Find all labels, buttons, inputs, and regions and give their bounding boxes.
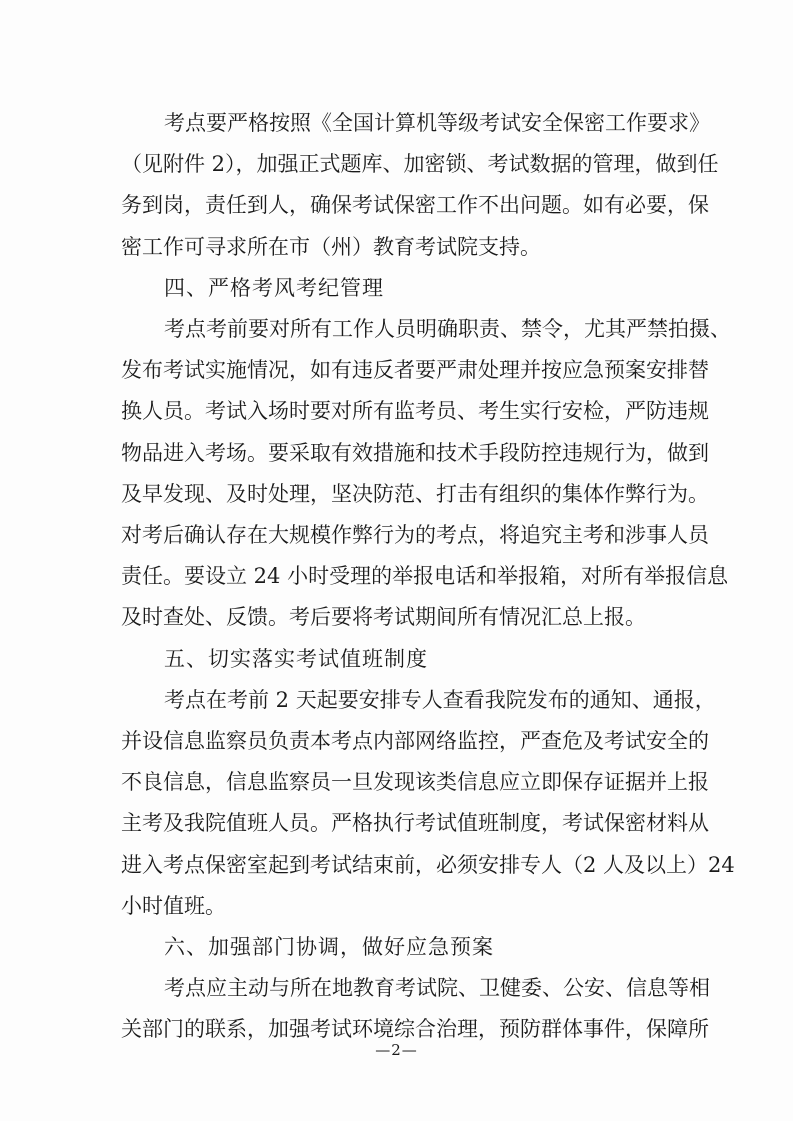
paragraph-line: 不良信息，信息监察员一旦发现该类信息应立即保存证据并上报 bbox=[121, 770, 709, 794]
paragraph-line: 主考及我院值班人员。严格执行考试值班制度，考试保密材料从 bbox=[121, 811, 709, 835]
paragraph-line: 考点应主动与所在地教育考试院、卫健委、公安、信息等相 bbox=[164, 976, 710, 1000]
paragraph-line: 并设信息监察员负责本考点内部网络监控，严查危及考试安全的 bbox=[121, 729, 709, 753]
paragraph-line: 进入考点保密室起到考试结束前，必须安排专人（2 人及以上）24 bbox=[121, 853, 735, 877]
paragraph-line: （见附件 2），加强正式题库、加密锁、考试数据的管理，做到任 bbox=[121, 152, 719, 176]
paragraph-line: 考点考前要对所有工作人员明确职责、禁令，尤其严禁拍摄、 bbox=[164, 317, 731, 341]
paragraph-line: 关部门的联系，加强考试环境综合治理，预防群体事件，保障所 bbox=[121, 1017, 709, 1041]
section-heading: 四、严格考风考纪管理 bbox=[164, 276, 384, 300]
paragraph-line: 小时值班。 bbox=[121, 894, 226, 918]
section-heading: 六、加强部门协调，做好应急预案 bbox=[164, 935, 494, 959]
paragraph-line: 考点在考前 2 天起要安排专人查看我院发布的通知、通报， bbox=[164, 688, 716, 712]
paragraph-line: 考点要严格按照《全国计算机等级考试安全保密工作要求》 bbox=[164, 111, 710, 135]
paragraph-line: 换人员。考试入场时要对所有监考员、考生实行安检，严防违规 bbox=[121, 399, 709, 423]
paragraph-line: 发布考试实施情况，如有违反者要严肃处理并按应急预案安排替 bbox=[121, 358, 709, 382]
paragraph-line: 责任。要设立 24 小时受理的举报电话和举报箱，对所有举报信息 bbox=[121, 564, 729, 588]
paragraph-line: 务到岗，责任到人，确保考试保密工作不出问题。如有必要，保 bbox=[121, 193, 709, 217]
paragraph-line: 物品进入考场。要采取有效措施和技术手段防控违规行为，做到 bbox=[121, 441, 709, 465]
paragraph-line: 对考后确认存在大规模作弊行为的考点，将追究主考和涉事人员 bbox=[121, 523, 709, 547]
paragraph-line: 密工作可寻求所在市（州）教育考试院支持。 bbox=[121, 235, 541, 259]
paragraph-line: 及早发现、及时处理，坚决防范、打击有组织的集体作弊行为。 bbox=[121, 482, 709, 506]
section-heading: 五、切实落实考试值班制度 bbox=[164, 647, 428, 671]
page-number: —2— bbox=[375, 1041, 418, 1059]
paragraph-line: 及时查处、反馈。考后要将考试期间所有情况汇总上报。 bbox=[121, 605, 646, 629]
